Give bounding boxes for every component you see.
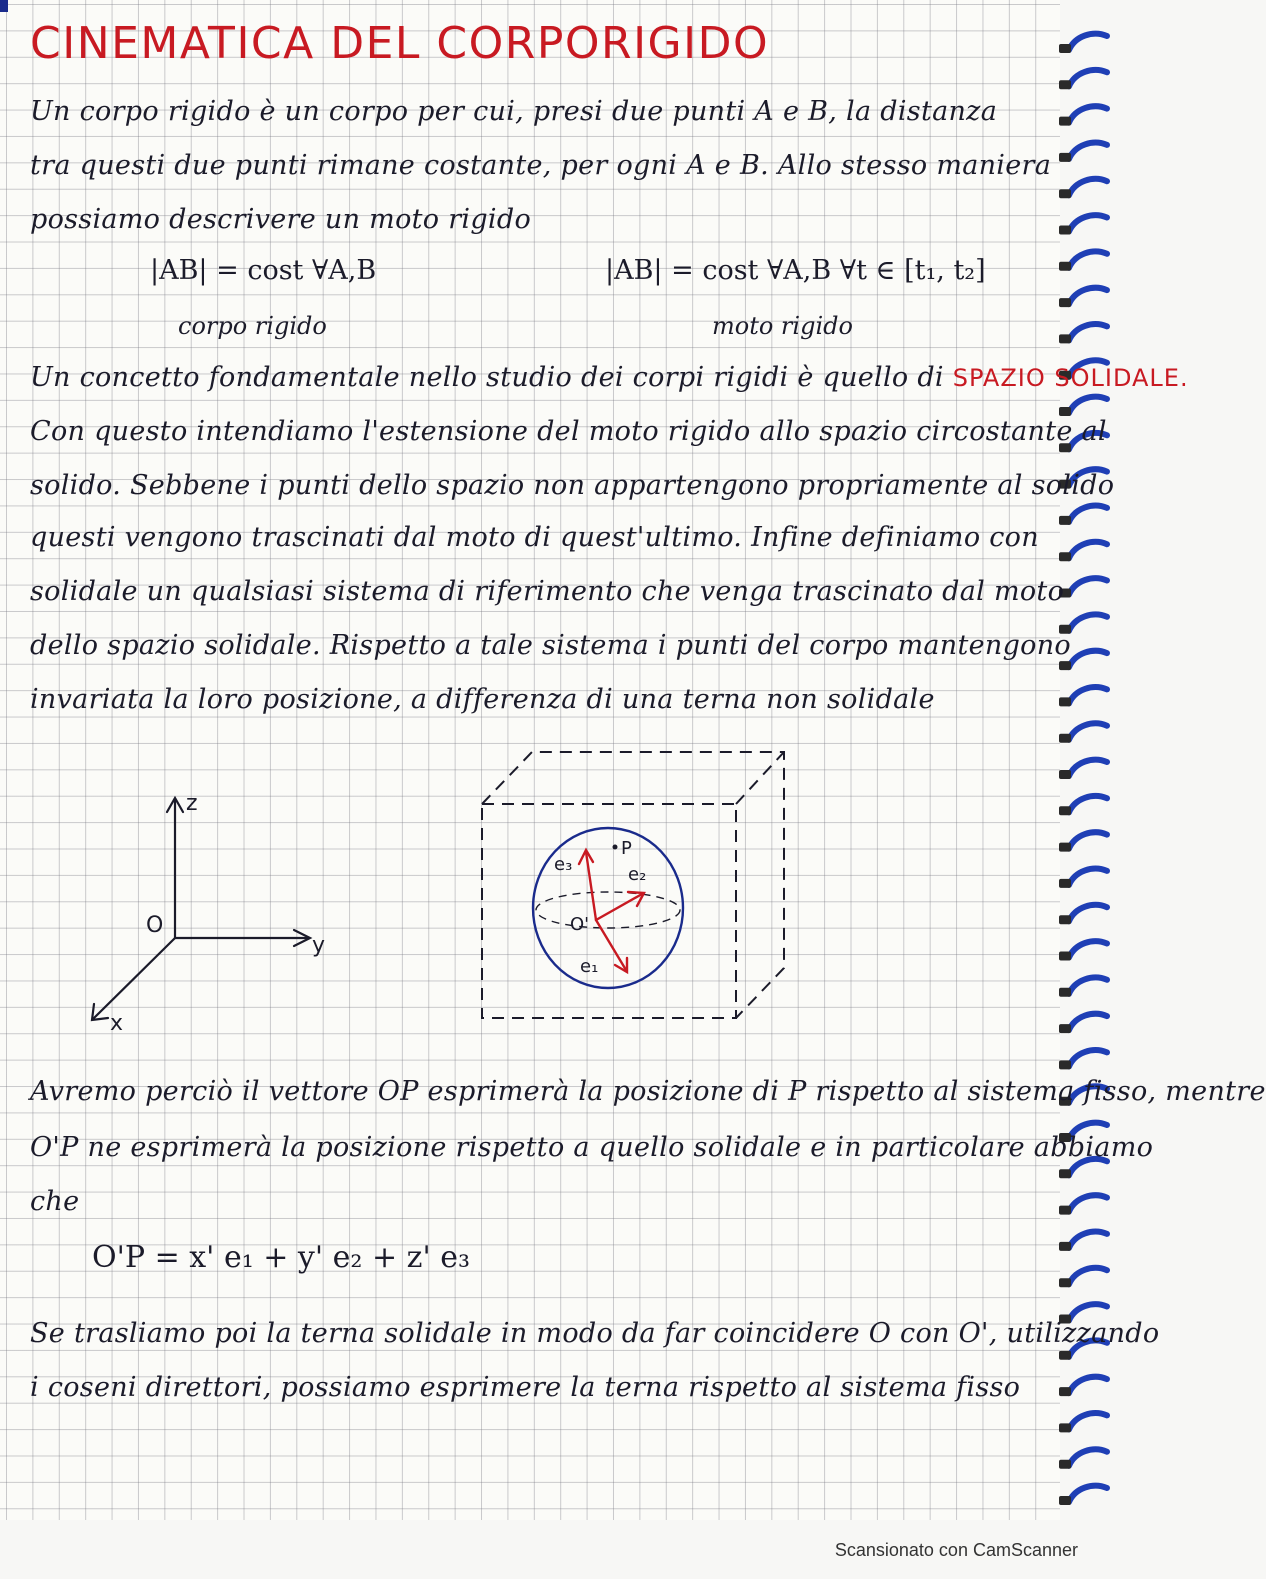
spiral-ring bbox=[1069, 143, 1107, 159]
scanner-watermark: Scansionato con CamScanner bbox=[834, 1540, 1078, 1560]
binding-hole bbox=[1059, 988, 1071, 997]
spiral-ring bbox=[1069, 215, 1107, 231]
spiral-ring bbox=[1069, 941, 1107, 957]
solidale-line: Con questo intendiamo l'estensione del moto rigido allo spazio circostante al bbox=[30, 416, 1107, 447]
intro-line: Un corpo rigido è un corpo per cui, presi due punti A e B, la distanza bbox=[30, 96, 998, 127]
binding-hole bbox=[1059, 915, 1071, 924]
binding-hole bbox=[1059, 843, 1071, 852]
e2-vector bbox=[596, 894, 642, 920]
point-p-dot bbox=[613, 845, 618, 850]
spiral-ring bbox=[1069, 1195, 1107, 1211]
solidale-body-diagram bbox=[470, 740, 800, 1030]
solidale-line: questi vengono trascinati dal moto di quest'ultimo. Infine definiamo con bbox=[30, 522, 1039, 553]
solidale-intro-text: Un concetto fondamentale nello studio dei corpi rigidi è quello di bbox=[30, 362, 953, 393]
fixed-axes-diagram bbox=[80, 780, 340, 1040]
body-equator bbox=[536, 892, 680, 928]
rigid-motion-caption: moto rigido bbox=[712, 312, 853, 340]
position-equation: O'P = x' e₁ + y' e₂ + z' e₃ bbox=[92, 1240, 471, 1275]
binding-hole bbox=[1059, 516, 1071, 525]
binding-hole bbox=[1059, 879, 1071, 888]
binding-hole bbox=[1059, 117, 1071, 126]
binding-hole bbox=[1059, 189, 1071, 198]
rigid-body-circle bbox=[533, 828, 683, 988]
x-axis-label: x bbox=[110, 1011, 124, 1036]
scan-corner-mark bbox=[0, 0, 8, 12]
y-axis-label: y bbox=[312, 933, 326, 958]
spiral-ring bbox=[1069, 70, 1107, 86]
cube-back-edges bbox=[482, 752, 784, 1018]
spiral-ring bbox=[1069, 832, 1107, 848]
e2-label: e₂ bbox=[628, 864, 647, 885]
z-axis-label: z bbox=[186, 791, 198, 816]
binding-hole bbox=[1059, 298, 1071, 307]
intro-line: possiamo descrivere un moto rigido bbox=[30, 204, 532, 235]
binding-hole bbox=[1059, 153, 1071, 162]
spiral-ring bbox=[1069, 651, 1107, 667]
spiral-ring bbox=[1069, 614, 1107, 630]
binding-hole bbox=[1059, 1024, 1071, 1033]
spiral-ring bbox=[1069, 34, 1107, 50]
spiral-ring bbox=[1069, 506, 1107, 522]
spiral-ring bbox=[1069, 397, 1107, 413]
binding-hole bbox=[1059, 1206, 1071, 1215]
binding-hole bbox=[1059, 80, 1071, 89]
spiral-ring bbox=[1069, 179, 1107, 195]
spiral-ring bbox=[1069, 578, 1107, 594]
origin-label: O bbox=[146, 913, 164, 938]
binding-hole bbox=[1059, 334, 1071, 343]
spiral-ring bbox=[1069, 760, 1107, 776]
solidale-line: dello spazio solidale. Rispetto a tale sistema i punti del corpo mantengono bbox=[30, 630, 1071, 661]
body-origin-label: O' bbox=[570, 914, 590, 935]
binding-hole bbox=[1059, 1351, 1071, 1360]
page-title: CINEMATICA DEL CORPORIGIDO bbox=[30, 18, 770, 69]
solidale-line bbox=[30, 362, 1189, 393]
rigid-body-formula: |AB| = cost ∀A,B bbox=[150, 255, 377, 286]
cube-front-face bbox=[482, 804, 736, 1018]
after-line: Avremo perciò il vettore OP esprimerà la posizione di P rispetto al sistema fisso, mentre bbox=[30, 1076, 1266, 1107]
e3-vector bbox=[586, 852, 596, 920]
binding-hole bbox=[1059, 661, 1071, 670]
solidale-line: solidale un qualsiasi sistema di riferimento che venga trascinato dal moto bbox=[30, 576, 1065, 607]
spiral-ring bbox=[1069, 1377, 1107, 1393]
rigid-body-caption: corpo rigido bbox=[178, 312, 327, 340]
spiral-ring bbox=[1069, 1268, 1107, 1284]
binding-hole bbox=[1059, 552, 1071, 561]
binding-hole bbox=[1059, 952, 1071, 961]
rigid-motion-formula: |AB| = cost ∀A,B ∀t ∈ [t₁, t₂] bbox=[605, 255, 986, 286]
spiral-ring bbox=[1069, 1486, 1107, 1502]
spiral-binding bbox=[1055, 20, 1116, 1520]
spiral-ring bbox=[1069, 687, 1107, 703]
spiral-ring bbox=[1069, 324, 1107, 340]
spiral-ring bbox=[1069, 905, 1107, 921]
final-line: i coseni direttori, possiamo esprimere la terna rispetto al sistema fisso bbox=[30, 1372, 1021, 1403]
binding-hole bbox=[1059, 1242, 1071, 1251]
spiral-ring bbox=[1069, 1014, 1107, 1030]
binding-hole bbox=[1059, 407, 1071, 416]
solidale-line: solido. Sebbene i punti dello spazio non appartengono propriamente al solido bbox=[30, 470, 1115, 501]
binding-hole bbox=[1059, 1387, 1071, 1396]
spiral-ring bbox=[1069, 796, 1107, 812]
final-line: Se trasliamo poi la terna solidale in modo da far coincidere O con O', utilizzando bbox=[30, 1318, 1160, 1349]
binding-hole bbox=[1059, 1460, 1071, 1469]
e3-label: e₃ bbox=[554, 854, 573, 875]
binding-hole bbox=[1059, 1060, 1071, 1069]
spiral-ring bbox=[1069, 1232, 1107, 1248]
spiral-ring bbox=[1069, 1413, 1107, 1429]
spiral-ring bbox=[1069, 106, 1107, 122]
cube-top-right-edge bbox=[736, 752, 784, 804]
e1-label: e₁ bbox=[580, 956, 599, 977]
intro-line: tra questi due punti rimane costante, per ogni A e B. Allo stesso maniera bbox=[30, 150, 1052, 181]
binding-hole bbox=[1059, 1496, 1071, 1505]
spazio-solidale-highlight: SPAZIO SOLIDALE. bbox=[952, 364, 1189, 392]
binding-hole bbox=[1059, 262, 1071, 271]
after-line: O'P ne esprimerà la posizione rispetto a quello solidale e in particolare abbiamo bbox=[30, 1132, 1154, 1163]
binding-hole bbox=[1059, 1278, 1071, 1287]
x-axis bbox=[94, 938, 175, 1018]
binding-hole bbox=[1059, 770, 1071, 779]
binding-hole bbox=[1059, 44, 1071, 53]
spiral-ring bbox=[1069, 1050, 1107, 1066]
spiral-ring bbox=[1069, 1449, 1107, 1465]
spiral-ring bbox=[1069, 251, 1107, 267]
spiral-ring bbox=[1069, 869, 1107, 885]
binding-hole bbox=[1059, 734, 1071, 743]
point-p-label: P bbox=[621, 838, 632, 859]
spiral-ring bbox=[1069, 723, 1107, 739]
binding-hole bbox=[1059, 1169, 1071, 1178]
binding-hole bbox=[1059, 697, 1071, 706]
spiral-ring bbox=[1069, 542, 1107, 558]
spiral-ring bbox=[1069, 288, 1107, 304]
spiral-ring bbox=[1069, 977, 1107, 993]
binding-hole bbox=[1059, 806, 1071, 815]
after-line: che bbox=[30, 1186, 80, 1217]
binding-hole bbox=[1059, 226, 1071, 235]
binding-hole bbox=[1059, 1423, 1071, 1432]
solidale-line: invariata la loro posizione, a differenza di una terna non solidale bbox=[30, 684, 935, 715]
